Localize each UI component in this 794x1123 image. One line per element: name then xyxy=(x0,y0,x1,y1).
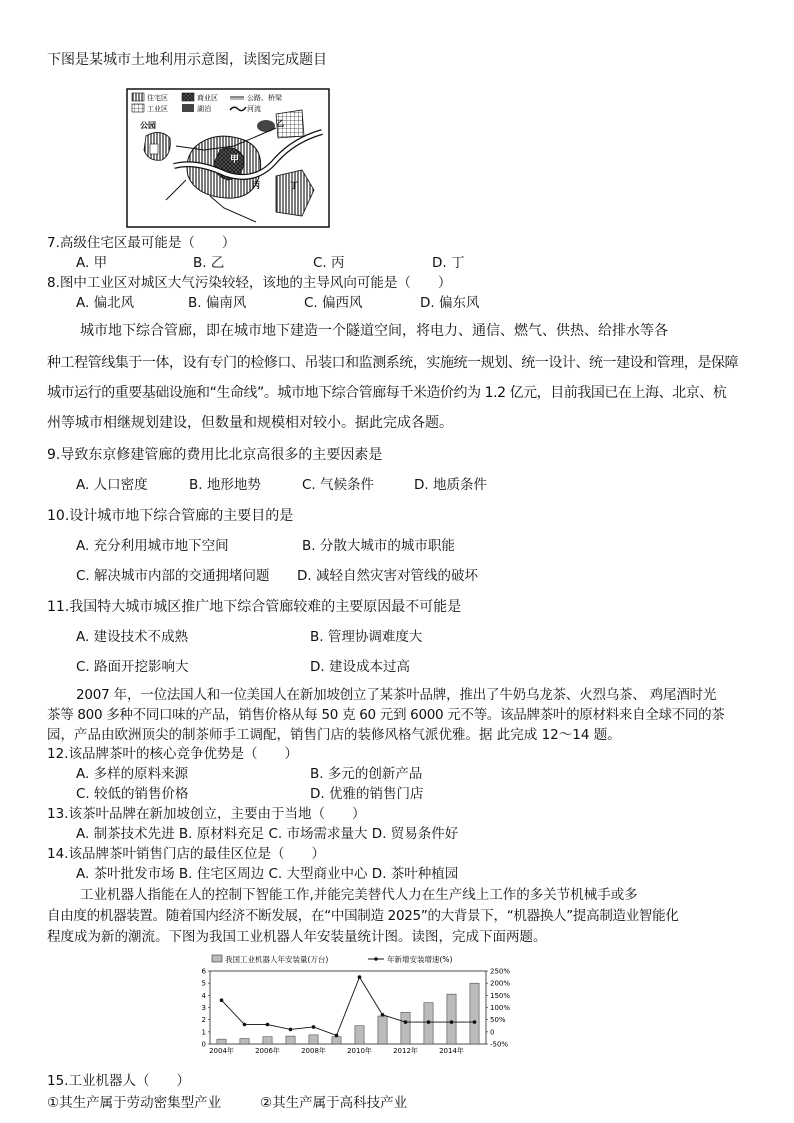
q8-option-a: A. 偏北风 xyxy=(76,295,135,311)
bar-installations xyxy=(401,1012,410,1044)
growth-point xyxy=(289,1028,293,1032)
growth-point xyxy=(450,1020,454,1024)
passage-line: 种工程管线集于一体，设有专门的检修口、吊装口和监测系统，实施统一规划、统一设计、统一建设和管理，是保障 xyxy=(47,355,739,371)
growth-point xyxy=(335,1034,339,1038)
q10-option-a: A. 充分利用城市地下空间 xyxy=(76,538,229,554)
passage-line: 工业机器人指能在人的控制下智能工作,并能完美替代人力在生产线上工作的多关节机械手或多 xyxy=(80,887,638,903)
growth-point xyxy=(404,1020,408,1024)
passage-line: 园，产品由欧洲顶尖的制茶师手工调配，销售门店的装修风格气派优雅。据 此完成 12～14 题。 xyxy=(47,727,621,743)
q15-option-1: ①其生产属于劳动密集型产业 xyxy=(47,1095,222,1111)
y-right-tick-label: 250% xyxy=(490,967,511,976)
q12-option-b: B. 多元的创新产品 xyxy=(310,766,423,782)
lake xyxy=(257,120,275,132)
question-10: 10.设计城市地下综合管廊的主要目的是 xyxy=(47,508,294,524)
question-12: 12.该品牌茶叶的核心竞争优势是（ ） xyxy=(47,746,298,762)
q9-option-b: B. 地形地势 xyxy=(189,477,261,493)
map-label-park: 公园 xyxy=(140,121,156,130)
y-right-tick-label: 100% xyxy=(490,1004,511,1012)
y-left-tick-label: 2 xyxy=(201,1016,206,1025)
bar-installations xyxy=(447,994,456,1044)
legend-label: 商业区 xyxy=(197,94,218,102)
growth-point xyxy=(266,1023,270,1027)
q7-option-a: A. 甲 xyxy=(76,255,108,271)
passage-line: 茶等 800 多种不同口味的产品，销售价格从每 50 克 60 元到 6000 元不等。该品牌茶叶的原材料来自全球不同的茶 xyxy=(47,707,725,723)
map-label-jia: 甲 xyxy=(230,155,240,165)
bar-installations xyxy=(240,1039,249,1044)
y-left-tick-label: 0 xyxy=(201,1040,206,1049)
q12-option-d: D. 优雅的销售门店 xyxy=(310,786,424,802)
growth-point xyxy=(427,1020,431,1024)
passage-line: 城市运行的重要基础设施和“生命线”。城市地下综合管廊每千米造价约为 1.2 亿元，目前我国已在上海、北京、杭 xyxy=(47,385,727,401)
legend-label: 公路、桥梁 xyxy=(247,94,282,102)
question-15: 15.工业机器人（ ） xyxy=(47,1073,190,1089)
q14-options: A. 茶叶批发市场 B. 住宅区周边 C. 大型商业中心 D. 茶叶种植园 xyxy=(76,866,459,882)
y-right-tick-label: -50% xyxy=(490,1040,509,1049)
bar-installations xyxy=(332,1037,341,1044)
passage-line: 州等城市相继规划建设，但数量和规模相对较小。据此完成各题。 xyxy=(47,415,453,431)
growth-point xyxy=(473,1020,477,1024)
q10-option-d: D. 减轻自然灾害对管线的破坏 xyxy=(297,568,478,584)
q11-option-c: C. 路面开挖影响大 xyxy=(76,659,189,675)
q7-option-b: B. 乙 xyxy=(193,255,225,271)
legend-label: 湖泊 xyxy=(197,105,211,113)
q9-option-c: C. 气候条件 xyxy=(302,477,375,493)
passage-line: 2007 年，一位法国人和一位美国人在新加坡创立了某茶叶品牌，推出了牛奶乌龙茶、火烈乌茶、 鸡尾酒时光 xyxy=(76,687,717,703)
q7-option-c: C. 丙 xyxy=(313,255,345,271)
y-left-tick-label: 5 xyxy=(201,979,206,988)
q9-option-a: A. 人口密度 xyxy=(76,477,148,493)
q11-option-d: D. 建设成本过高 xyxy=(310,659,410,675)
land-use-map xyxy=(126,88,330,228)
x-tick-label: 2004年 xyxy=(209,1047,234,1055)
question-8: 8.图中工业区对城区大气污染较轻，该地的主导风向可能是（ ） xyxy=(47,275,452,291)
growth-point xyxy=(220,998,224,1002)
q10-option-b: B. 分散大城市的城市职能 xyxy=(302,538,455,554)
growth-point xyxy=(243,1023,247,1027)
legend-label: 河流 xyxy=(247,105,261,113)
x-tick-label: 2008年 xyxy=(301,1047,326,1055)
question-14: 14.该品牌茶叶销售门店的最佳区位是（ ） xyxy=(47,846,325,862)
y-left-tick-label: 4 xyxy=(201,991,206,1000)
legend-bars-label: 我国工业机器人年安装量(万台) xyxy=(225,955,329,964)
question-11: 11.我国特大城市城区推广地下综合管廊较难的主要原因最不可能是 xyxy=(47,599,462,615)
x-tick-label: 2014年 xyxy=(439,1047,464,1055)
y-right-tick-label: 0 xyxy=(490,1028,495,1037)
bar-installations xyxy=(309,1035,318,1044)
y-left-tick-label: 1 xyxy=(201,1028,206,1037)
y-left-tick-label: 3 xyxy=(201,1004,206,1012)
map-label-yi: 乙 xyxy=(276,119,284,128)
y-right-tick-label: 150% xyxy=(490,991,511,1000)
legend-label: 住宅区 xyxy=(147,94,168,102)
x-tick-label: 2012年 xyxy=(393,1047,418,1055)
question-7: 7.高级住宅区最可能是（ ） xyxy=(47,235,236,251)
growth-point xyxy=(381,1013,385,1017)
question-13: 13.该茶叶品牌在新加坡创立，主要由于当地（ ） xyxy=(47,806,366,822)
q8-option-c: C. 偏西风 xyxy=(304,295,363,311)
map-label-bing: 丙 xyxy=(252,181,260,190)
bar-installations xyxy=(217,1039,226,1044)
bar-installations xyxy=(355,1026,364,1044)
y-right-tick-label: 50% xyxy=(490,1016,506,1025)
intro-text: 下图是某城市土地利用示意图，读图完成题目 xyxy=(47,52,327,68)
q12-option-a: A. 多样的原料来源 xyxy=(76,766,189,782)
map-label-ding: 丁 xyxy=(290,181,298,190)
q12-option-c: C. 较低的销售价格 xyxy=(76,786,189,802)
passage-line: 程度成为新的潮流。下图为我国工业机器人年安装量统计图。读图，完成下面两题。 xyxy=(47,929,547,945)
q8-option-d: D. 偏东风 xyxy=(420,295,480,311)
bar-installations xyxy=(286,1036,295,1044)
x-tick-label: 2006年 xyxy=(255,1047,280,1055)
y-left-tick-label: 6 xyxy=(201,967,206,976)
q8-option-b: B. 偏南风 xyxy=(188,295,247,311)
legend-line-label: 年新增安装增速(%) xyxy=(387,955,453,964)
growth-point xyxy=(358,975,362,979)
growth-point xyxy=(312,1025,316,1029)
q11-option-a: A. 建设技术不成熟 xyxy=(76,629,189,645)
bar-installations xyxy=(378,1016,387,1044)
q11-option-b: B. 管理协调难度大 xyxy=(310,629,423,645)
bar-installations xyxy=(470,983,479,1044)
question-9: 9.导致东京修建管廊的费用比北京高很多的主要因素是 xyxy=(47,447,383,463)
passage-line: 自由度的机器装置。随着国内经济不断发展，在“中国制造 2025”的大背景下，“机器换人”提高制造业智能化 xyxy=(47,908,679,924)
q13-options: A. 制茶技术先进 B. 原材料充足 C. 市场需求量大 D. 贸易条件好 xyxy=(76,826,459,842)
q9-option-d: D. 地质条件 xyxy=(414,477,487,493)
q15-option-2: ②其生产属于高科技产业 xyxy=(260,1095,408,1111)
passage-line: 城市地下综合管廊，即在城市地下建造一个隧道空间，将电力、通信、燃气、供热、给排水等各 xyxy=(80,323,668,339)
x-tick-label: 2010年 xyxy=(347,1047,372,1055)
q10-option-c: C. 解决城市内部的交通拥堵问题 xyxy=(76,568,270,584)
q7-option-d: D. 丁 xyxy=(432,255,465,271)
y-right-tick-label: 200% xyxy=(490,979,511,988)
legend-label: 工业区 xyxy=(147,105,168,113)
bar-installations xyxy=(263,1037,272,1044)
robot-installation-chart xyxy=(196,950,526,1060)
